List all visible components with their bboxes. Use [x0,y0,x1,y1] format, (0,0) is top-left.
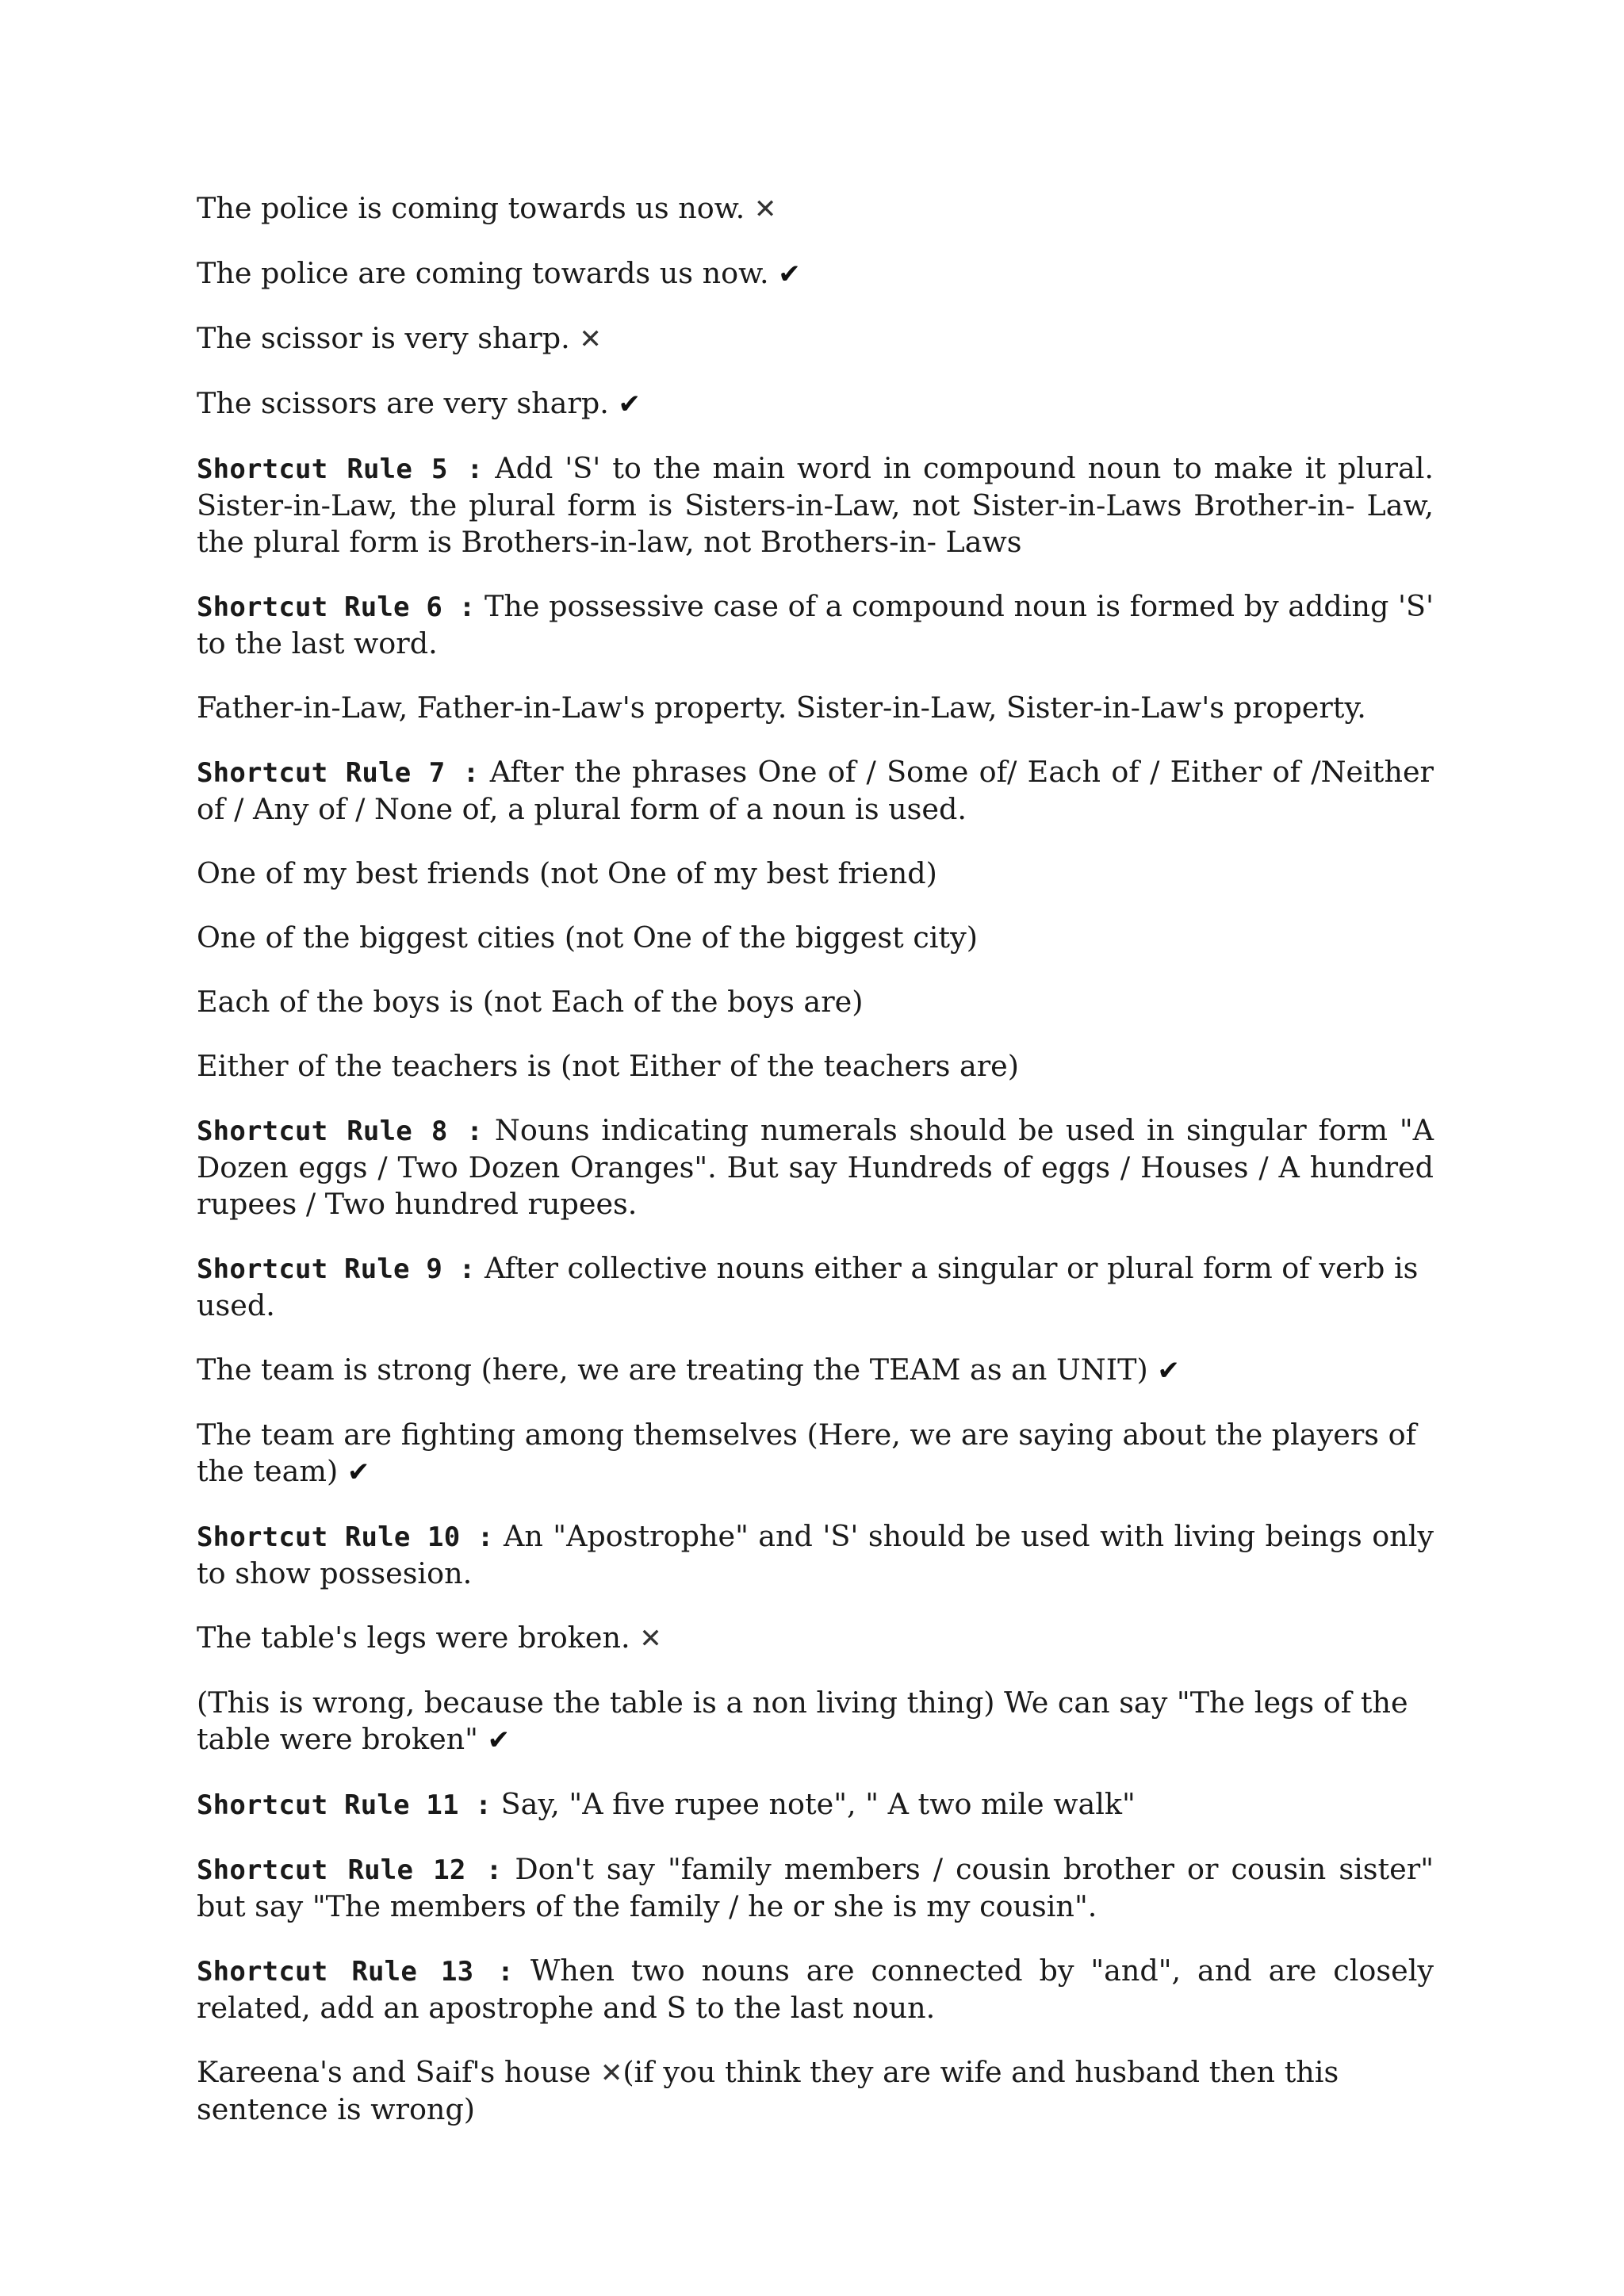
rule-7 [197,754,1434,828]
sentence-right-police [197,255,1434,293]
rule-13 [197,1953,1434,2026]
rule-text: Nouns indicating numerals should be used in singular form "A Dozen eggs / Two Dozen Oranges". But say Hundreds of eggs / Houses / A hundred rupees / Two hundred rupees. [197,1113,1434,1221]
example-text: Father-in-Law, Father-in-Law's property. Sister-in-Law, Sister-in-Law's property. [197,691,1366,725]
check-mark-icon: ✔ [1157,1355,1180,1387]
rule-6-example [197,690,1434,726]
rule-5 [197,450,1434,561]
rule-text: After the phrases One of / Some of/ Each of / Either of /Neither of / Any of / None of, a plural form of a noun is used. [197,755,1434,826]
rule-label: Shortcut Rule 12 : [197,1854,503,1886]
rule-label: Shortcut Rule 8 : [197,1115,484,1147]
rule-7-example [197,920,1434,956]
rule-text: Add 'S' to the main word in compound noun to make it plural. Sister-in-Law, the plural form is Sisters-in-Law, not Sister-in-Laws Brother-in- Law, the plural form is Brothers-in-law, not Brothers-in- Laws [197,451,1434,559]
rule-label: Shortcut Rule 13 : [197,1956,514,1988]
check-mark-icon: ✔ [618,388,641,420]
rule-text: Don't say "family members / cousin brother or cousin sister" but say "The members of the family / he or she is my cousin". [197,1852,1434,1923]
check-mark-icon: ✔ [778,258,801,290]
sentence-text: The scissor is very sharp. [197,321,570,355]
sentence-text: The police is coming towards us now. [197,191,745,225]
cross-mark-icon: ✕ [579,323,602,355]
rule-text: When two nouns are connected by "and", and are closely related, add an apostrophe and S to the last noun. [197,1954,1434,2025]
example-text: (This is wrong, because the table is a non living thing) We can say "The legs of the table were broken" [197,1686,1408,1756]
rule-text: After collective nouns either a singular or plural form of verb is used. [197,1251,1419,1322]
sentence-wrong-scissor [197,320,1434,358]
document-page [197,190,1434,2156]
rule-9-example [197,1417,1434,1490]
example-text: (if you think they are wife and husband then this sentence is wrong) [197,2055,1339,2126]
rule-label: Shortcut Rule 7 : [197,757,480,789]
rule-10-example [197,1620,1434,1657]
rule-7-example [197,1048,1434,1085]
check-mark-icon: ✔ [487,1724,511,1756]
rule-13-example [197,2054,1434,2128]
rule-7-example [197,855,1434,892]
rule-9-example [197,1352,1434,1389]
example-text: Either of the teachers is (not Either of the teachers are) [197,1049,1019,1083]
rule-label: Shortcut Rule 5 : [197,453,484,485]
sentence-right-scissors [197,385,1434,423]
example-text: Each of the boys is (not Each of the boys are) [197,985,864,1019]
rule-label: Shortcut Rule 10 : [197,1521,494,1553]
cross-mark-icon: ✕ [599,2057,623,2089]
cross-mark-icon: ✕ [639,1623,662,1655]
rule-7-example [197,984,1434,1020]
example-text: The team are fighting among themselves (Here, we are saying about the players of the team) [197,1418,1417,1488]
cross-mark-icon: ✕ [753,193,777,225]
rule-text: An "Apostrophe" and 'S' should be used with living beings only to show possesion. [197,1519,1434,1590]
sentence-wrong-police [197,190,1434,228]
example-text: One of my best friends (not One of my best friend) [197,856,937,890]
rule-10-example [197,1685,1434,1758]
rule-label: Shortcut Rule 6 : [197,591,476,623]
rule-11 [197,1786,1434,1823]
rule-label: Shortcut Rule 9 : [197,1253,476,1285]
example-text: The team is strong (here, we are treating the TEAM as an UNIT) [197,1353,1148,1387]
rule-text: Say, "A five rupee note", " A two mile walk" [500,1787,1136,1821]
rule-8 [197,1112,1434,1223]
example-text: Kareena's and Saif's house [197,2055,592,2089]
rule-10 [197,1518,1434,1592]
rule-text: The possessive case of a compound noun is formed by adding 'S' to the last word. [197,589,1434,660]
rule-12 [197,1851,1434,1925]
rule-9 [197,1250,1434,1324]
sentence-text: The police are coming towards us now. [197,256,769,290]
sentence-text: The scissors are very sharp. [197,386,609,420]
example-text: The table's legs were broken. [197,1621,630,1655]
example-text: One of the biggest cities (not One of the biggest city) [197,920,978,955]
rule-6 [197,588,1434,662]
rule-label: Shortcut Rule 11 : [197,1789,492,1821]
check-mark-icon: ✔ [347,1456,370,1488]
